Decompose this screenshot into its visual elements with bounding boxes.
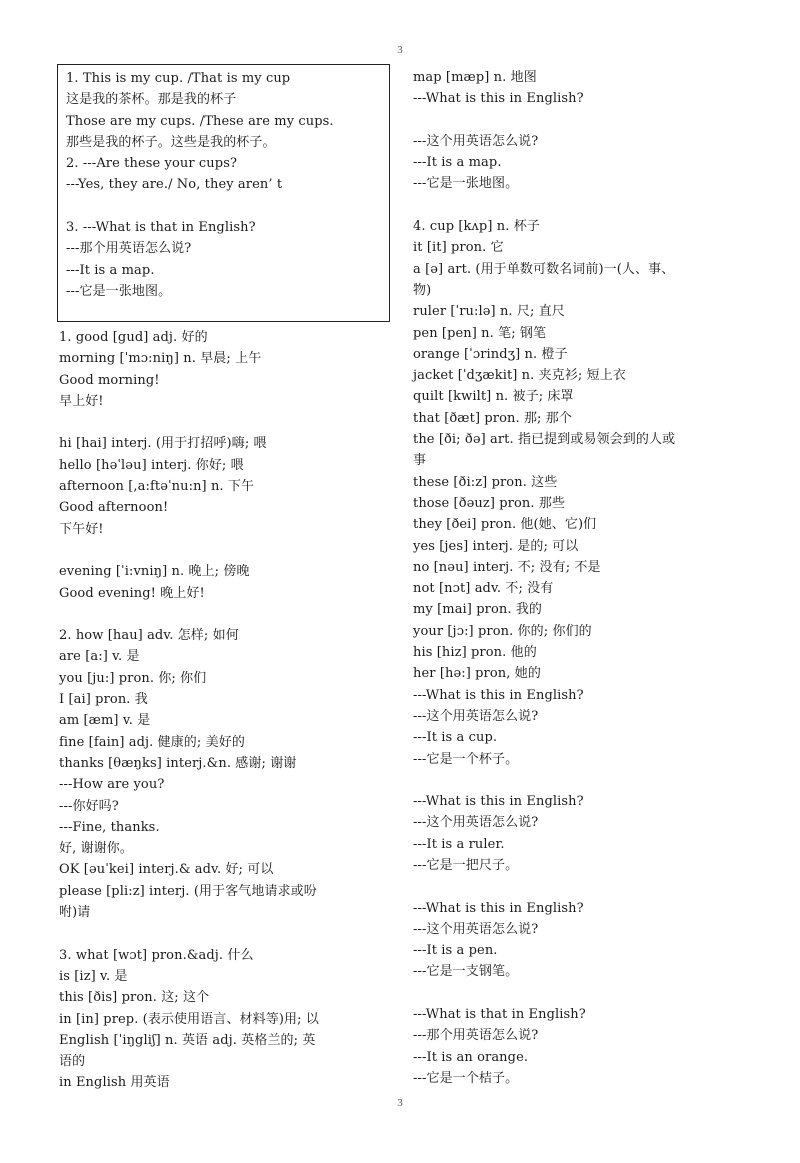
text-line: you [ju:] pron. 你; 你们	[59, 670, 207, 686]
text-line: Those are my cups. /These are my cups.	[66, 113, 334, 129]
text-line: ---It is a pen.	[413, 943, 498, 959]
text-line: ---What is this in English?	[413, 91, 584, 107]
text-line: ---It is a map.	[66, 262, 155, 278]
blank-line	[59, 604, 319, 625]
text-line: pen [pen] n. 笔; 钢笔	[413, 325, 547, 341]
text-line: in English 用英语	[59, 1075, 170, 1091]
text-line: Good afternoon!	[59, 500, 169, 516]
text-line: jacket [ˈdʒækit] n. 夹克衫; 短上衣	[413, 368, 626, 384]
text-line: quilt [kwilt] n. 被子; 床罩	[413, 389, 574, 405]
text-line: fine [fain] adj. 健康的; 美好的	[59, 734, 245, 750]
text-line: Good evening! 晚上好!	[59, 585, 205, 601]
text-line: ---它是一支钢笔。	[413, 964, 519, 980]
text-line: ---那个用英语怎么说?	[413, 1028, 539, 1044]
text-line: thanks [θæŋks] interj.&n. 感谢; 谢谢	[59, 755, 297, 771]
blank-line	[413, 983, 675, 1004]
text-line: are [a:] v. 是	[59, 649, 140, 665]
text-line: afternoon [,a:ftəˈnu:n] n. 下午	[59, 479, 255, 495]
text-line: her [hə:] pron, 她的	[413, 666, 541, 682]
text-line: 好, 谢谢你。	[59, 841, 133, 857]
blank-line	[66, 196, 334, 217]
text-line: OK [əuˈkei] interj.& adv. 好; 可以	[59, 862, 274, 878]
text-line: I [ai] pron. 我	[59, 692, 148, 708]
text-line: please [pli:z] interj. (用于客气地请求或吩	[59, 883, 317, 899]
text-line: your [jɔ:] pron. 你的; 你们的	[413, 623, 592, 639]
blank-line	[59, 923, 319, 944]
text-line: ---What is this in English?	[413, 687, 584, 703]
text-line: these [ði:z] pron. 这些	[413, 474, 558, 490]
text-line: ---What is this in English?	[413, 900, 584, 916]
text-line: map [mæp] n. 地图	[413, 70, 537, 85]
blank-line	[413, 876, 675, 897]
text-line: a [ə] art. (用于单数可数名词前)一(人、事、	[413, 261, 675, 277]
text-line: orange [ˈɔrindʒ] n. 橙子	[413, 346, 568, 362]
text-line: ---How are you?	[59, 777, 165, 793]
right-column-vocab	[413, 67, 675, 1089]
text-line: ---Yes, they are./ No, they aren’ t	[66, 177, 283, 193]
text-line: ruler [ˈru:lə] n. 尺; 直尺	[413, 304, 565, 320]
text-line: am [æm] v. 是	[59, 713, 151, 729]
text-line: 2. how [hau] adv. 怎样; 如何	[59, 628, 239, 644]
text-line: his [hiz] pron. 他的	[413, 645, 537, 661]
text-line: 1. This is my cup. /That is my cup	[66, 71, 291, 86]
text-line: the [ði; ðə] art. 指已提到或易领会到的人或	[413, 432, 676, 448]
text-line: morning [ˈmɔ:niŋ] n. 早晨; 上午	[59, 351, 262, 367]
text-line: hello [həˈləu] interj. 你好; 喂	[59, 457, 244, 473]
text-line: 事	[413, 453, 427, 469]
text-line: English [ˈiŋgliʃ] n. 英语 adj. 英格兰的; 英	[59, 1032, 316, 1048]
text-line: 4. cup [kʌp] n. 杯子	[413, 219, 540, 235]
text-line: 咐)请	[59, 905, 91, 921]
text-line: 早上好!	[59, 393, 104, 409]
text-line: ---这个用英语怎么说?	[413, 133, 539, 149]
text-line: ---你好吗?	[59, 798, 119, 814]
text-line: is [iz] v. 是	[59, 968, 128, 984]
text-line: this [ðis] pron. 这; 这个	[59, 990, 210, 1006]
text-line: 下午好!	[59, 521, 104, 537]
text-line: 3. ---What is that in English?	[66, 220, 256, 236]
left-column-vocab	[59, 327, 319, 1094]
text-line: 1. good [gud] adj. 好的	[59, 330, 208, 345]
blank-line	[413, 770, 675, 791]
text-line: ---这个用英语怎么说?	[413, 815, 539, 831]
text-line: 那些是我的杯子。这些是我的杯子。	[66, 134, 276, 150]
text-line: evening [ˈi:vniŋ] n. 晚上; 傍晚	[59, 564, 250, 580]
text-line: yes [jes] interj. 是的; 可以	[413, 538, 579, 554]
text-line: ---What is that in English?	[413, 1007, 586, 1023]
text-line: 语的	[59, 1054, 86, 1070]
text-line: hi [hai] interj. (用于打招呼)嗨; 喂	[59, 436, 267, 452]
text-line: those [ðəuz] pron. 那些	[413, 495, 566, 511]
text-line: my [mai] pron. 我的	[413, 602, 543, 618]
text-line: ---它是一张地图。	[413, 176, 519, 192]
sentence-box-lines	[66, 68, 334, 302]
text-line: Good morning!	[59, 372, 160, 388]
text-line: 3. what [wɔt] pron.&adj. 什么	[59, 947, 254, 963]
text-line: 这是我的茶杯。那是我的杯子	[66, 92, 237, 108]
blank-line	[59, 412, 319, 433]
text-line: ---It is a map.	[413, 155, 502, 171]
text-line: ---It is an orange.	[413, 1049, 529, 1065]
text-line: not [nɔt] adv. 不; 没有	[413, 581, 554, 597]
text-line: it [it] pron. 它	[413, 240, 504, 256]
text-line: ---它是一把尺子。	[413, 857, 519, 873]
text-line: ---What is this in English?	[413, 794, 584, 810]
blank-line	[413, 195, 675, 216]
text-line: ---这个用英语怎么说?	[413, 708, 539, 724]
text-line: 2. ---Are these your cups?	[66, 156, 238, 172]
text-line: ---It is a ruler.	[413, 836, 505, 852]
text-line: no [nəu] interj. 不; 没有; 不是	[413, 559, 601, 575]
text-line: ---这个用英语怎么说?	[413, 921, 539, 937]
blank-line	[413, 110, 675, 131]
text-line: 物)	[413, 282, 432, 298]
text-line: ---It is a cup.	[413, 730, 498, 746]
text-line: ---它是一个桔子。	[413, 1070, 519, 1086]
blank-line	[59, 540, 319, 561]
text-line: ---那个用英语怎么说?	[66, 241, 192, 257]
text-line: in [in] prep. (表示使用语言、材料等)用; 以	[59, 1011, 319, 1027]
text-line: ---它是一个杯子。	[413, 751, 519, 767]
text-line: ---它是一张地图。	[66, 283, 172, 299]
page-number-bottom: 3	[397, 1097, 403, 1109]
page-number-top: 3	[397, 44, 403, 56]
text-line: ---Fine, thanks.	[59, 819, 160, 835]
text-line: they [ðei] pron. 他(她、它)们	[413, 517, 597, 533]
text-line: that [ðæt] pron. 那; 那个	[413, 410, 572, 426]
